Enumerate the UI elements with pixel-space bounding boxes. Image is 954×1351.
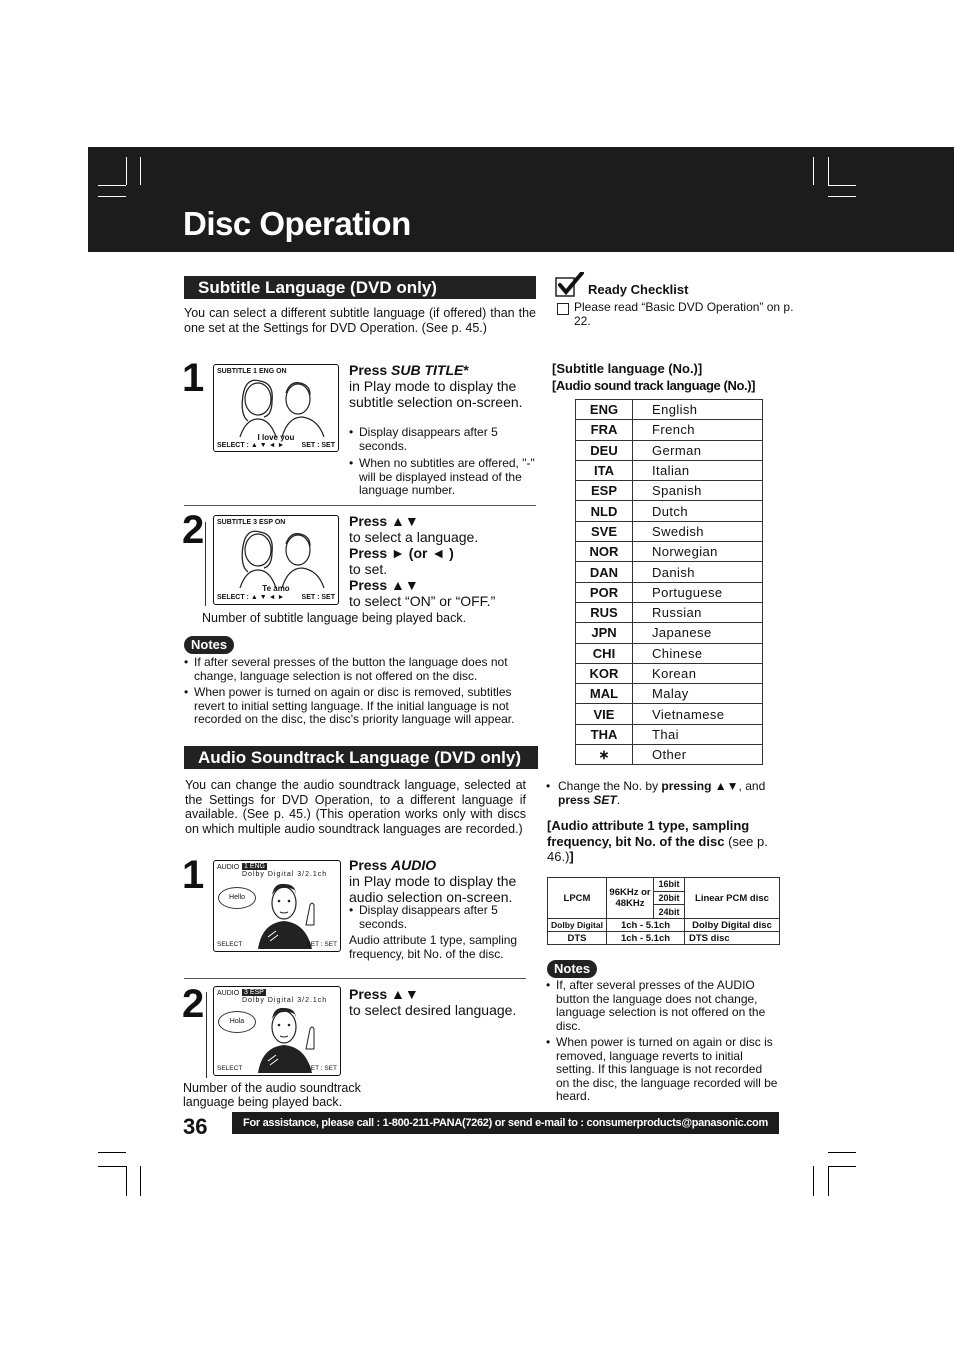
language-row [576, 501, 763, 521]
step1-instruction: Press SUB TITLE* in Play mode to display the subtitle selection on-screen. [349, 362, 523, 410]
language-name: Russian [633, 602, 763, 622]
language-row [576, 582, 763, 602]
footer-assistance: For assistance, please call : 1-800-211-PANA(7262) or send e-mail to : consumerproducts@panasonic.com [232, 1112, 779, 1134]
language-code: MAL [576, 684, 633, 704]
language-code: NLD [576, 501, 633, 521]
audio-intro: You can change the audio soundtrack language, selected at the Settings for DVD Operation, to a different language if available. (See p. 45.) (This operation works only with discs on which multiple audio soundtrack languages are recorded.) [185, 778, 526, 836]
subtitle-screen-2 [213, 515, 339, 605]
language-name: Other [633, 745, 763, 765]
language-name: Danish [633, 562, 763, 582]
step1-bullet-2: • When no subtitles are offered, "-" will be displayed instead of the language number. [349, 456, 535, 497]
screen-audio-label: AUDIO [217, 864, 240, 871]
audio-attr-callout: Audio attribute 1 type, sampling frequency, bit No. of the disc. [349, 933, 518, 961]
screen-status: SUBTITLE 1 ENG ON [217, 368, 287, 375]
screen-set: SET : SET [301, 594, 335, 601]
page-title: Disc Operation [183, 205, 411, 242]
screen-select: SELECT [217, 941, 243, 948]
language-name: Malay [633, 684, 763, 704]
language-table [575, 399, 763, 765]
language-name: Swedish [633, 521, 763, 541]
screen-select: SELECT : ▲ ▼ ◄ ► [217, 442, 285, 449]
language-code: NOR [576, 542, 633, 562]
audio-step1-instruction: Press AUDIO in Play mode to display the audio selection on-screen. [349, 857, 517, 905]
audio-attribute-table: LPCM 96KHz or 48KHz 16bit Linear PCM disc 20bit 24bit Dolby Digital 1ch - 5.1ch Dolby Digital disc DTS 1ch - 5.1ch DTS disc [547, 877, 780, 945]
language-name: French [633, 420, 763, 440]
language-row [576, 663, 763, 683]
sub-title-key: SUB TITLE [391, 362, 464, 378]
screen-set: SET : SET [301, 442, 335, 449]
language-row [576, 562, 763, 582]
screen-audio-format: Dolby Digital 3/2.1ch [242, 871, 328, 878]
screen-audio-label: AUDIO [217, 990, 240, 997]
step-number: 1 [182, 853, 205, 897]
language-row [576, 481, 763, 501]
language-name: Dutch [633, 501, 763, 521]
audio-key: AUDIO [391, 857, 437, 873]
language-code: ENG [576, 400, 633, 420]
language-code: POR [576, 582, 633, 602]
language-code: JPN [576, 623, 633, 643]
note-1: • If after several presses of the button the language does not change, language selection is not offered on the disc. [184, 655, 508, 683]
subtitle-screen-1 [213, 364, 339, 452]
couple-illustration [228, 375, 328, 437]
language-name: Chinese [633, 643, 763, 663]
language-table-heading: [Subtitle language (No.)] [Audio sound track language (No.)] [552, 361, 756, 393]
language-row [576, 542, 763, 562]
audio-note-2: • When power is turned on again or disc is removed, language reverts to initial setting. If this language is not recorded on the disc, the language recorded will be heard. [546, 1035, 778, 1103]
language-name: Korean [633, 663, 763, 683]
screen-audio-format: Dolby Digital 3/2.1ch [242, 997, 328, 1004]
language-code: ∗ [576, 745, 633, 765]
notes-label: Notes [547, 960, 597, 978]
step2-instruction: Press ▲▼ to select a language. Press ► (or ◄ ) to set. Press ▲▼ to select “ON” or “OFF.” [349, 513, 496, 609]
screen-caption: I love you [257, 433, 295, 442]
language-code: CHI [576, 643, 633, 663]
page-number: 36 [183, 1114, 208, 1139]
press-label: Press [349, 362, 388, 378]
language-code: ITA [576, 460, 633, 480]
language-code: FRA [576, 420, 633, 440]
divider [184, 505, 536, 506]
language-row [576, 745, 763, 765]
audio-attr-heading: [Audio attribute 1 type, sampling frequency, bit No. of the disc (see p. 46.)] [547, 818, 768, 864]
language-code: SVE [576, 521, 633, 541]
callout-line [205, 522, 206, 606]
step1-bullet-1: • Display disappears after 5 seconds. [349, 425, 498, 453]
couple-illustration [228, 526, 328, 588]
language-name: Norwegian [633, 542, 763, 562]
audio-screen-2 [213, 986, 341, 1076]
screen-set: SET : SET [306, 1065, 337, 1072]
checkbox-icon [557, 303, 569, 315]
language-name: Japanese [633, 623, 763, 643]
language-name: Portuguese [633, 582, 763, 602]
audio-note-1: • If, after several presses of the AUDIO button the language does not change, language selection is not offered on the disc. [546, 978, 766, 1033]
language-code: THA [576, 724, 633, 744]
language-row [576, 684, 763, 704]
callout-line [206, 992, 207, 1078]
step1-text: in Play mode to display the subtitle selection on-screen. [349, 378, 523, 410]
speech-bubble: Hola [218, 1011, 256, 1033]
checkmark-icon [555, 272, 585, 298]
language-row [576, 623, 763, 643]
man-illustration [254, 879, 326, 949]
screen-status: SUBTITLE 3 ESP ON [217, 519, 286, 526]
subtitle-intro: You can select a different subtitle language (if offered) than the one set at the Settings for DVD Operation. (See p. 45.) [184, 306, 536, 335]
audio-step1-bullet: • Display disappears after 5 seconds. [349, 903, 498, 931]
subtitle-section-heading: Subtitle Language (DVD only) [184, 276, 536, 299]
step-number: 1 [182, 356, 205, 400]
audio-screen-1 [213, 860, 341, 952]
language-row [576, 724, 763, 744]
language-row [576, 460, 763, 480]
subtitle-callout: Number of subtitle language being played back. [202, 611, 467, 625]
language-code: KOR [576, 663, 633, 683]
language-name: Spanish [633, 481, 763, 501]
man-illustration [254, 1003, 326, 1073]
language-code: DEU [576, 440, 633, 460]
language-name: English [633, 400, 763, 420]
language-row [576, 420, 763, 440]
language-code: DAN [576, 562, 633, 582]
screen-audio-lang: 1 ENG [244, 863, 266, 870]
screen-select: SELECT : ▲ ▼ ◄ ► [217, 594, 285, 601]
language-code: RUS [576, 602, 633, 622]
language-name: German [633, 440, 763, 460]
speech-bubble: Hello [218, 887, 256, 909]
audio-section-heading: Audio Soundtrack Language (DVD only) [184, 746, 538, 769]
divider [184, 978, 526, 979]
step-number: 2 [182, 982, 205, 1026]
language-row [576, 521, 763, 541]
screen-audio-lang: 3 ESP [244, 989, 264, 996]
language-name: Italian [633, 460, 763, 480]
audio-step2-instruction: Press ▲▼ to select desired language. [349, 986, 517, 1018]
checklist-item: Please read “Basic DVD Operation” on p. 22. [574, 300, 794, 328]
language-row [576, 440, 763, 460]
checklist-title: Ready Checklist [588, 282, 689, 297]
screen-select: SELECT [217, 1065, 243, 1072]
language-row [576, 704, 763, 724]
language-code: ESP [576, 481, 633, 501]
language-row [576, 643, 763, 663]
audio-callout: Number of the audio soundtrack language being played back. [183, 1081, 361, 1109]
step-number: 2 [182, 508, 205, 552]
note-2: • When power is turned on again or disc is removed, subtitles revert to initial setting language. If the initial language is not recorded on the disc, the disc's priority language will appear. [184, 685, 515, 726]
language-name: Thai [633, 724, 763, 744]
language-row [576, 400, 763, 420]
screen-set: SET : SET [306, 941, 337, 948]
language-code: VIE [576, 704, 633, 724]
change-number-note: • Change the No. by pressing ▲▼, and press SET. [546, 779, 766, 807]
language-row [576, 602, 763, 622]
screen-caption: Te amo [262, 584, 290, 593]
notes-label: Notes [184, 636, 234, 654]
language-name: Vietnamese [633, 704, 763, 724]
